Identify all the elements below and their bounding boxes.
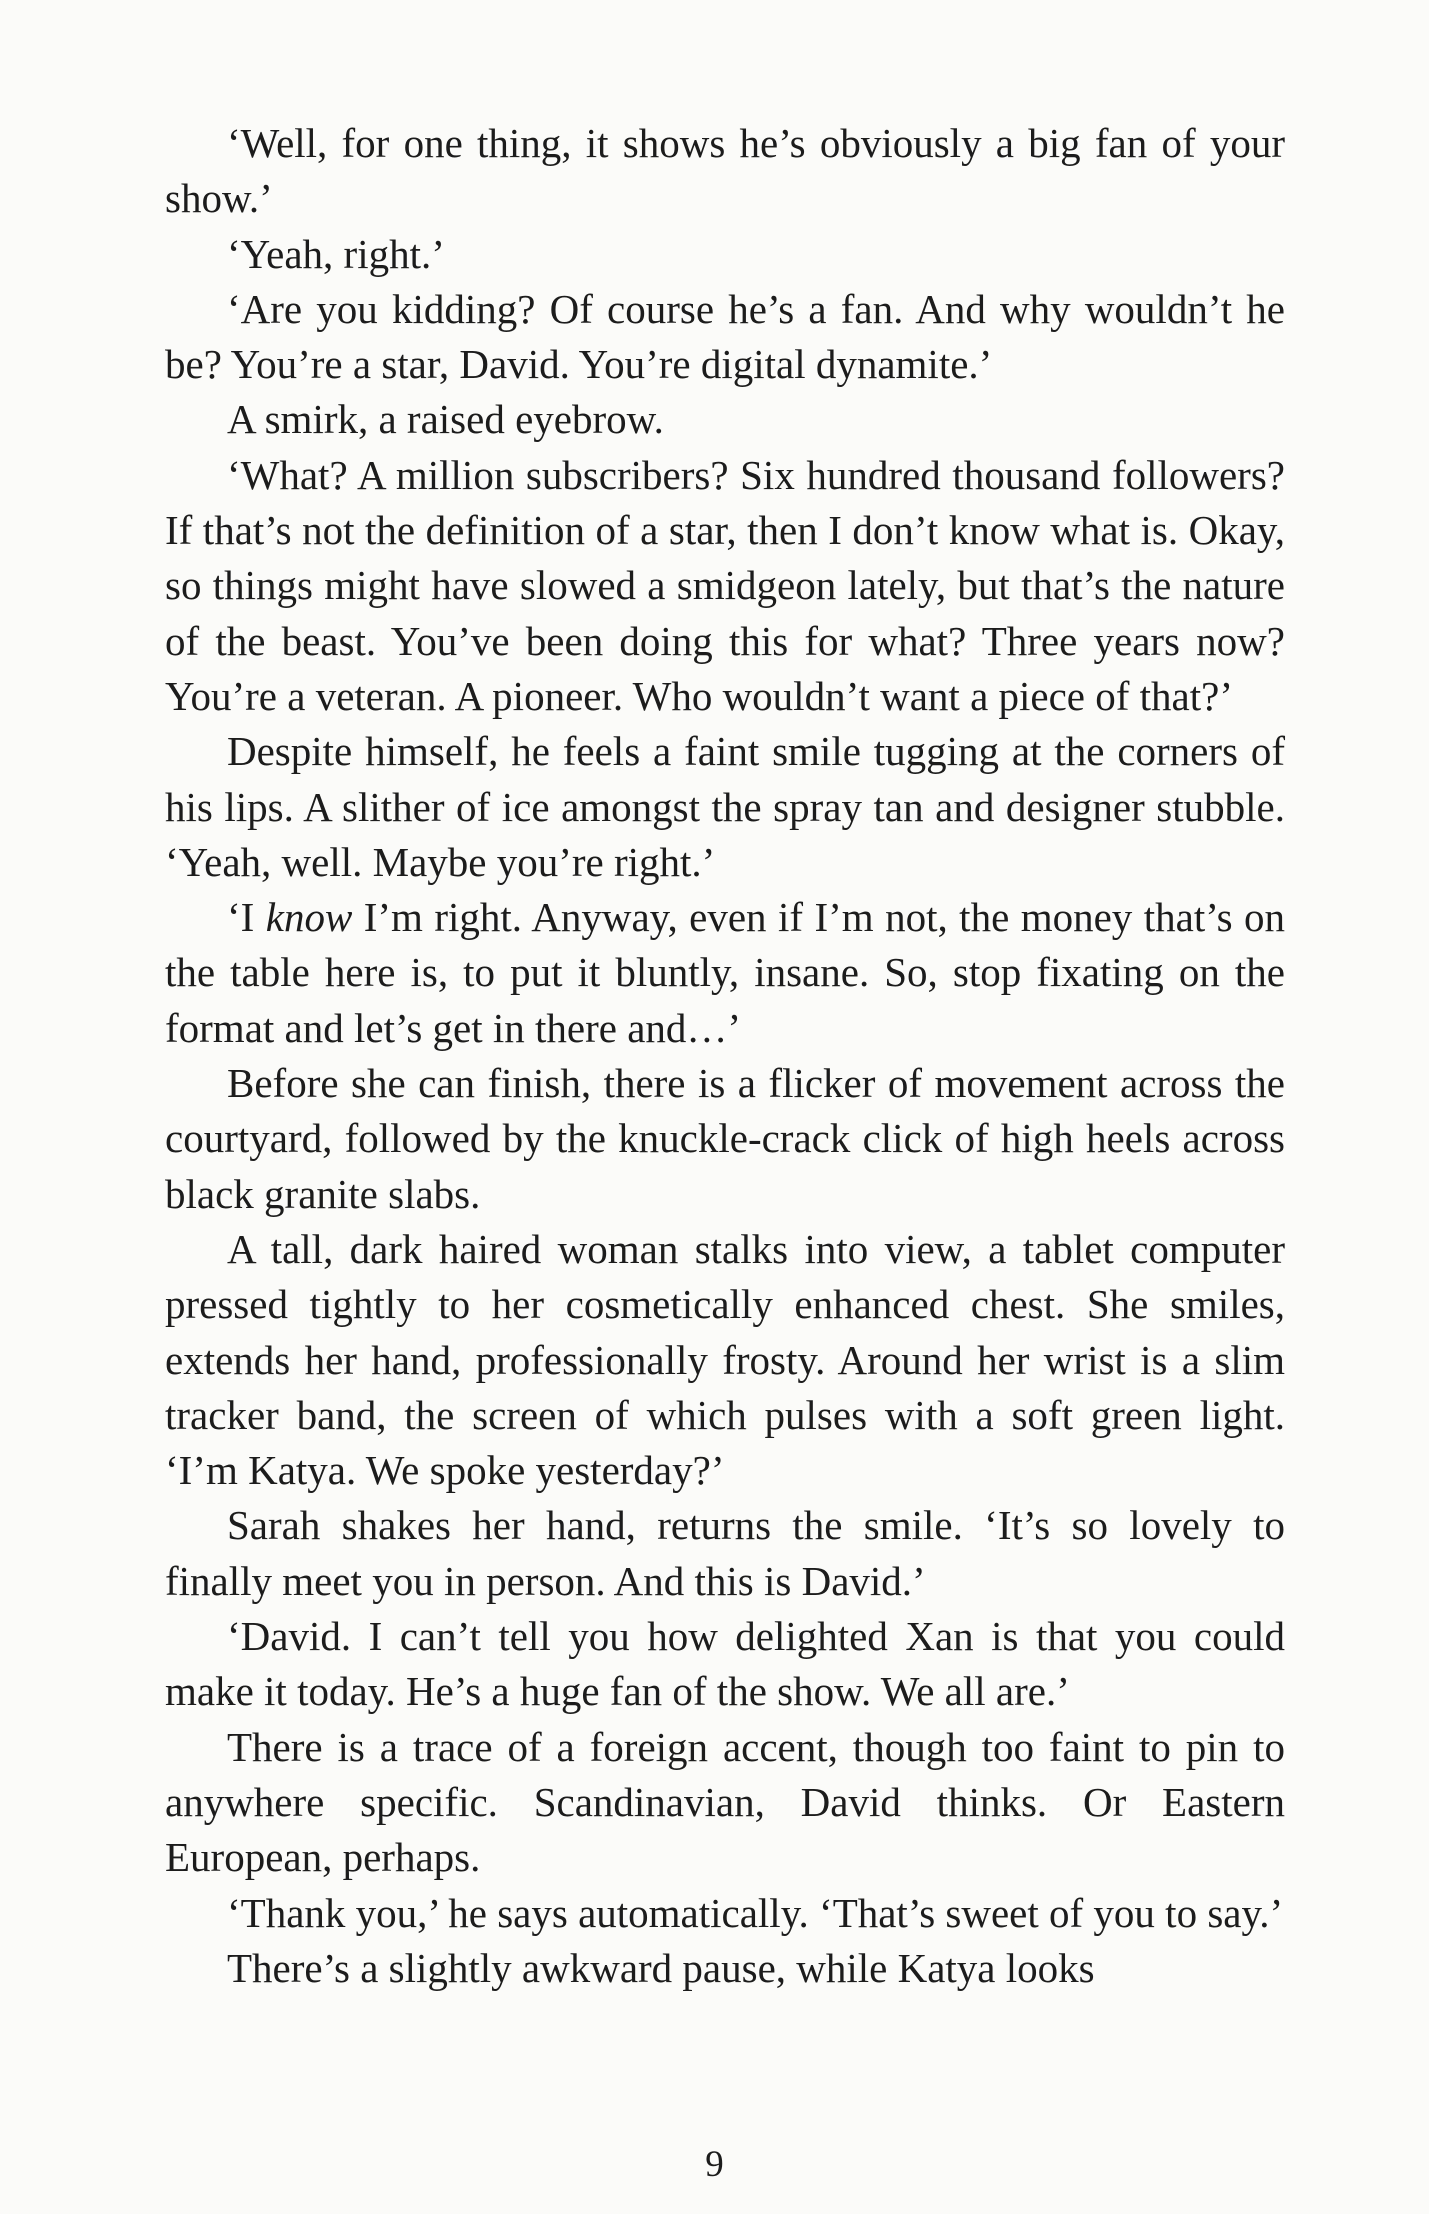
- paragraph: There is a trace of a foreign accent, though too faint to pin to anywhere specific. Scandinavian, David thinks. Or Eastern European, perhaps.: [165, 1723, 1285, 1881]
- page-body: [165, 116, 1285, 1996]
- paragraph: A tall, dark haired woman stalks into view, a tablet computer pressed tightly to her cosmetically enhanced chest. She smiles, extends her hand, professionally frosty. Around her wrist is a slim tracker band, the screen of which pulses with a soft green light. ‘I’m Katya. We spoke yesterday?’: [165, 1225, 1285, 1494]
- paragraph: ‘Well, for one thing, it shows he’s obviously a big fan of your show.’: [165, 120, 1285, 222]
- paragraph: ‘Are you kidding? Of course he’s a fan. And why wouldn’t he be? You’re a star, David. You’re digital dynamite.’: [165, 285, 1285, 388]
- page-number: 9: [705, 2144, 724, 2185]
- paragraph: ‘David. I can’t tell you how delighted Xan is that you could make it today. He’s a huge fan of the show. We all are.’: [165, 1613, 1285, 1715]
- paragraph: ‘Yeah, right.’: [227, 230, 445, 277]
- paragraph: ‘What? A million subscribers? Six hundred thousand followers? If that’s not the definition of a star, then I don’t know what is. Okay, so things might have slowed a smidgeon lately, but that’s the nature of the beast. You’ve been doing this for what? Three years now? You’re a veteran. A pioneer. Who wouldn’t want a piece of that?’: [165, 451, 1285, 719]
- paragraph: There’s a slightly awkward pause, while Katya looks: [227, 1944, 1095, 1991]
- paragraph: A smirk, a raised eyebrow.: [227, 396, 664, 443]
- paragraph-text: ‘I: [227, 894, 266, 941]
- paragraph: ‘Thank you,’ he says automatically. ‘That’s sweet of you to say.’: [227, 1889, 1284, 1936]
- paragraph: Before she can finish, there is a flicker of movement across the courtyard, followed by the knuckle-crack click of high heels across black granite slabs.: [165, 1060, 1285, 1217]
- paragraph: [165, 890, 1285, 1056]
- paragraph: Despite himself, he feels a faint smile tugging at the corners of his lips. A slither of ice amongst the spray tan and designer stubble. ‘Yeah, well. Maybe you’re right.’: [165, 728, 1285, 885]
- paragraph: Sarah shakes her hand, returns the smile. ‘It’s so lovely to finally meet you in person. And this is David.’: [165, 1502, 1285, 1604]
- paragraph-text: I’m right. Anyway, even if I’m not, the money that’s on the table here is, to put it bluntly, insane. So, stop fixating on the format and let’s get in there and…’: [165, 894, 1285, 1051]
- emphasis-text: know: [265, 894, 353, 941]
